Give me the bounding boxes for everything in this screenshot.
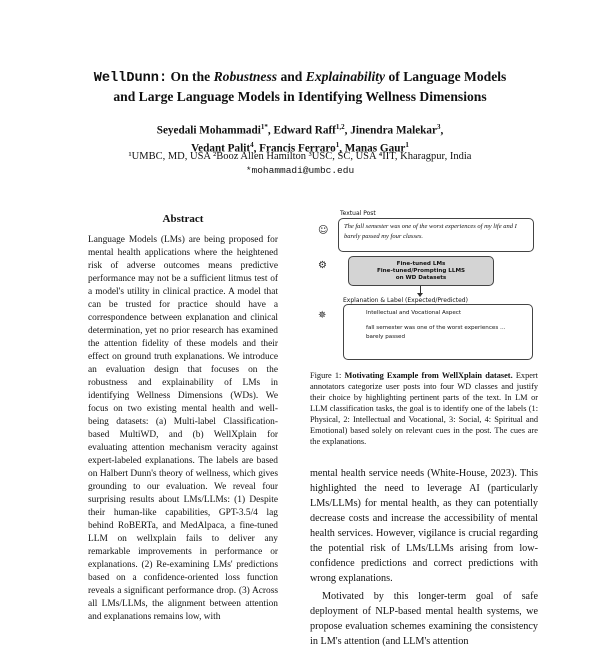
author: , Jinendra Malekar (344, 124, 437, 137)
author-sup: 1,2 (335, 123, 345, 131)
author-sup: 4 (250, 140, 254, 149)
caption-bold: Motivating Example from WellXplain dataset. (341, 371, 513, 380)
output-box (343, 304, 533, 360)
explanation-label: Explanation & Label (Expected/Predicted) (343, 297, 468, 304)
title-system-name: WellDunn: (93, 71, 168, 86)
author: , Edward Raff (267, 124, 336, 137)
model-line-1: Fine-tuned LMs (396, 261, 446, 267)
model-box (348, 256, 494, 286)
author: , Manas Gaur (339, 142, 406, 155)
figure-caption (310, 370, 538, 447)
title-part: On the (167, 69, 214, 84)
author-sup: 1 (335, 140, 340, 149)
body-right-column (310, 466, 538, 649)
author-sup: 3 (436, 123, 441, 131)
lightbulb-icon: ✵ (318, 310, 327, 321)
affiliations: ¹UMBC, MD, USA ²Booz Allen Hamilton ³USC, SC, USA ⁴IIT, Kharagpur, India (128, 151, 472, 162)
author: Seyedali Mohammadi (156, 124, 261, 137)
person-icon: ☺ (318, 225, 329, 236)
output-label: Intellectual and Vocational Aspect (366, 310, 462, 316)
author: , Francis Ferraro (253, 142, 336, 155)
title-emph: Explainability (305, 69, 386, 84)
title-part: and (277, 69, 306, 84)
author-sep: , (440, 124, 444, 137)
textual-post-label: Textual Post (340, 210, 376, 217)
paragraph-2: Motivated by this longer-term goal of safe deployment of NLP-based mental health systems, we propose evaluation schemes examining the consistency in LM's attention (and LLM's attention (310, 591, 538, 647)
abstract-section (88, 213, 278, 624)
model-line-3: on WD Datasets (395, 275, 447, 281)
model-line-2: Fine-tuned/Prompting LLMS (376, 268, 466, 274)
abstract-heading: Abstract (162, 213, 204, 225)
post-box: The fall semester was one of the worst experiences of my life and I barely passed my four classes. (338, 218, 534, 252)
caption-text: Expert annotators categorize user posts into four WD classes and justify their choice by highlighting pertinent parts of the text. In LM or LLM classification tasks, the goal is to identify one of the labels (1: Physical, 2: Intellectual and Vocational, 3: Social, 4: Spiritual and Emotional) based solely on relevant cues in the post. The cues are the explanations. (310, 371, 538, 446)
author-sup: 1* (260, 123, 268, 131)
email: *mohammadi@umbc.edu (245, 165, 355, 176)
author: Vedant Palit (191, 142, 251, 155)
abstract-text: Language Models (LMs) are being proposed for mental health applications where the heightened risk of adverse outcomes means predictive performance may not be a sufficient litmus test of a model's utility in clinical practice. A model that can be trusted for practice should have a correspondence between explanation and clinical determination, yet no prior research has examined the attention fidelity of these models and their effect on ground truth explanations. We introduce an evaluation design that focuses on the robustness and explainability of LMs in identifying Wellness Dimensions (WDs). We focus on two existing mental health and well-being datasets: (a) Multi-label Classification-based MultiWD, and (b) WellXplain for evaluating attention mechanism veracity against expert-labeled explanations. The labels are based on Halbert Dunn's theory of wellness, which gives grounding to our evaluation. We reveal four surprising results about LMs/LLMs: (1) Despite their human-like capabilities, GPT-3.5/4 lag behind RoBERTa, and MedAlpaca, a fine-tuned LLM on wellxplain fails to deliver any remarkable improvements in performance or explanations. (2) Re-examining LMs' predictions based on a confidence-oriented loss function reveals a significant performance drop. (3) Across all LMs/LLMs, the alignment between attention and explanations remains low, with (88, 235, 278, 622)
author-sup: 1 (405, 140, 409, 149)
robot-icon: ⚙ (318, 260, 327, 271)
title-emph: Robustness (213, 69, 278, 84)
title-line-2: and Large Language Models in Identifying Wellness Dimensions (113, 89, 487, 104)
paragraph-1: mental health service needs (White-House, 2023). This highlighted the need to leverage AI (particularly LMs/LLMs) for mental health, as they can potentially decrease costs and increase the accessibility of mental health services. However, vigilance is crucial regarding the potential risk of LMs/LLMs arising from low-confidence predictions and correct predictions with wrong explanations. (310, 468, 538, 584)
paper-title (30, 68, 570, 106)
figure-1 (318, 208, 538, 370)
caption-prefix: Figure 1: (310, 371, 342, 380)
title-part: of Language Models (385, 69, 507, 84)
output-explanation: fall semester was one of the worst experiences … barely passed (366, 325, 506, 340)
